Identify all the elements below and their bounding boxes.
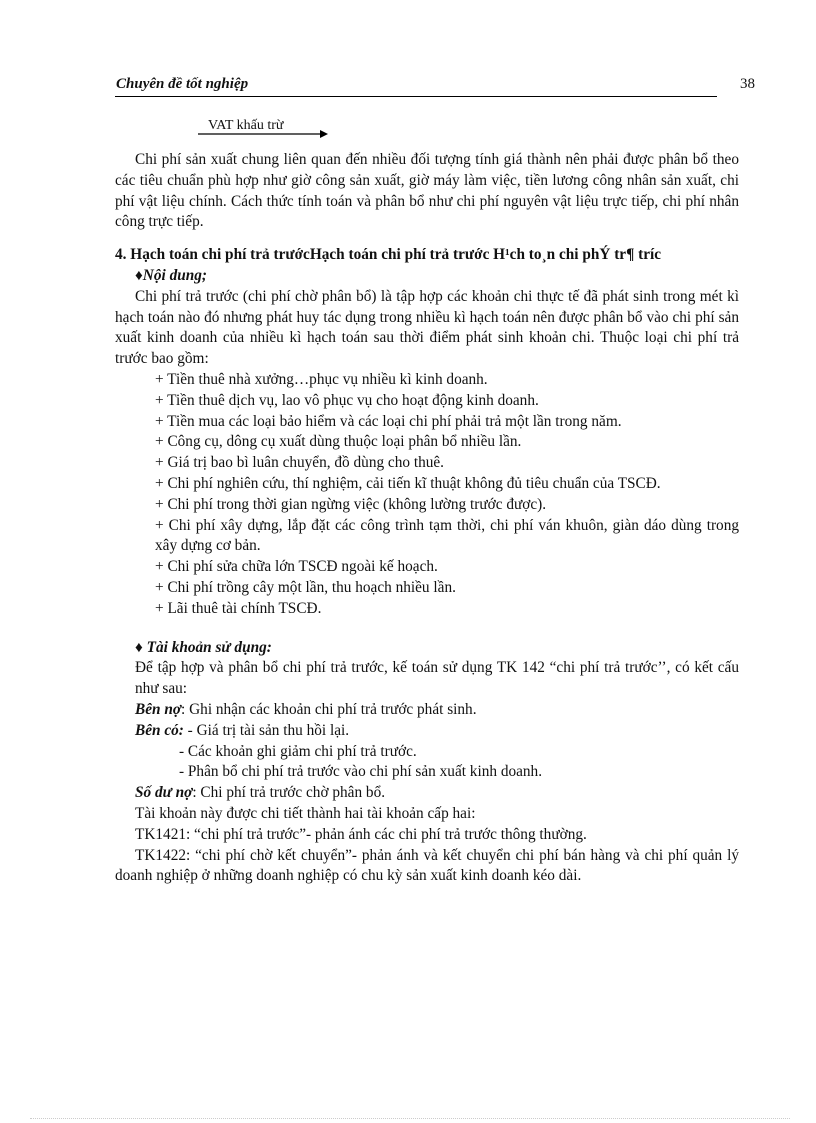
header-divider [115, 96, 717, 97]
vat-label: VAT khấu trừ [208, 118, 284, 133]
credit-label: Bên có: [135, 721, 184, 739]
list-item: + Tiền thuê dịch vụ, lao vô phục vụ cho hoạt động kinh doanh. [155, 391, 539, 409]
balance-line [115, 783, 739, 804]
paragraph-sub-accounts: Tài khoản này được chi tiết thành hai tài khoản cấp hai: [135, 804, 476, 822]
paragraph-overhead-allocation: Chi phí sản xuất chung liên quan đến nhiều đối tượng tính giá thành nên phải được phân bổ theo các tiêu chuẩn phù hợp như giờ công sản xuất, giờ máy làm việc, tiền lương công nhân sản xuất, chi phí vật liệu chính. Cách thức tính toán và phân bổ như chi phí nguyên vật liệu trực tiếp, chi phí nhân công trực tiếp. [115, 151, 739, 231]
list-item: + Chi phí sửa chữa lớn TSCĐ ngoài kế hoạch. [155, 558, 438, 576]
document-header-title: Chuyên đề tốt nghiệp [116, 76, 249, 92]
debit-line [115, 700, 739, 721]
balance-text: : Chi phí trả trước chờ phân bổ. [192, 784, 386, 802]
prepaid-items-list [115, 370, 739, 620]
list-item: + Chi phí xây dựng, lắp đặt các công trình tạm thời, chi phí ván khuôn, giàn dáo dùng trong xây dựng cơ bản. [155, 516, 739, 555]
paragraph-account-usage: Để tập hợp và phân bổ chi phí trả trước, kế toán sử dụng TK 142 “chi phí trả trước’’, có kết cấu như sau: [135, 659, 739, 698]
credit-first: - Giá trị tài sản thu hồi lại. [183, 721, 350, 739]
debit-label: Bên nợ [135, 700, 182, 718]
document-body [115, 150, 739, 887]
balance-label: Số dư nợ [135, 784, 193, 802]
list-item: + Lãi thuê tài chính TSCĐ. [155, 599, 322, 617]
list-item: + Tiền thuê nhà xưởng…phục vụ nhiều kì kinh doanh. [155, 370, 488, 388]
tk1422-line: TK1422: “chi phí chờ kết chuyển”- phản ánh và kết chuyển chi phí bán hàng và chi phí quản lý doanh nghiệp ở những doanh nghiệp có chu kỳ sản xuất kinh doanh kéo dài. [115, 846, 739, 885]
credit-line [115, 721, 739, 742]
vat-arrow-annotation [198, 118, 328, 138]
arrow-right-icon [198, 124, 328, 140]
debit-text: : Ghi nhận các khoản chi phí trả trước phát sinh. [181, 700, 477, 718]
footer-dotted-rule [30, 1118, 790, 1119]
list-item: + Chi phí trong thời gian ngừng việc (không lường trước được). [155, 495, 547, 513]
account-heading: ♦ Tài khoản sử dụng: [135, 638, 272, 656]
section-heading: 4. Hạch toán chi phí trả trướcHạch toán chi phí trả trước H¹ch to¸n chi phÝ tr¶ tríc [115, 246, 662, 264]
list-item: + Chi phí trồng cây một lần, thu hoạch nhiều lần. [155, 578, 456, 596]
page-number: 38 [740, 76, 755, 92]
paragraph-prepaid-definition: Chi phí trả trước (chi phí chờ phân bổ) là tập hợp các khoản chi thực tế đã phát sinh trong mét kì hạch toán nào đó nhưng phát huy tác dụng trong nhiều kì hạch toán nên được phân bổ vào chi phí sản xuất kinh doanh của nhiều kì hạch toán sau thời điểm phát sinh khoản chi. Thuộc loại chi phí trả trước bao gồm: [115, 287, 739, 368]
credit-row: - Các khoản ghi giảm chi phí trả trước. [179, 742, 417, 760]
list-item: + Tiền mua các loại bảo hiểm và các loại chi phí phải trả một lần trong năm. [155, 412, 622, 430]
content-heading: ♦Nội dung; [135, 266, 207, 284]
list-item: + Giá trị bao bì luân chuyển, đồ dùng cho thuê. [155, 454, 445, 472]
list-item: + Chi phí nghiên cứu, thí nghiệm, cải tiến kĩ thuật không đủ tiêu chuẩn của TSCĐ. [155, 474, 661, 492]
credit-row: - Phân bổ chi phí trả trước vào chi phí sản xuất kinh doanh. [179, 763, 543, 781]
list-item: + Công cụ, dông cụ xuất dùng thuộc loại phân bổ nhiều lần. [155, 433, 522, 451]
tk1421-line: TK1421: “chi phí trả trước”- phản ánh các chi phí trả trước thông thường. [135, 825, 587, 843]
